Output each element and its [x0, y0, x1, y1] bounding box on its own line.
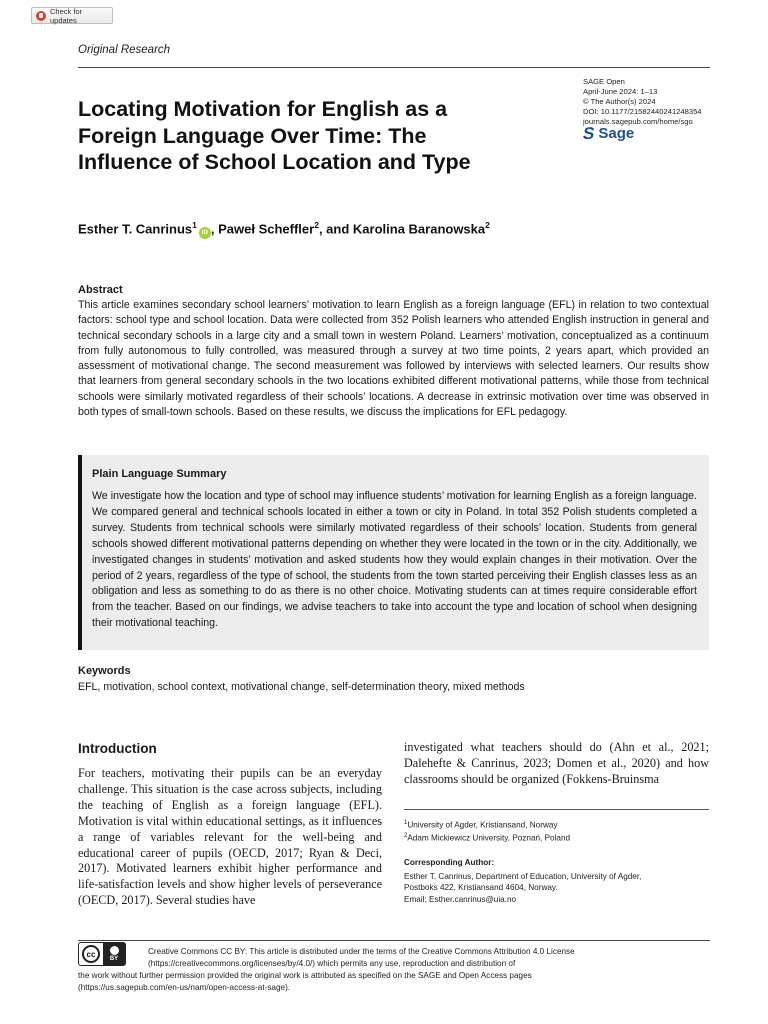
- section-label: Original Research: [78, 44, 171, 56]
- cc-icon: cc: [82, 945, 100, 963]
- person-icon: [110, 946, 119, 955]
- affiliation-text: Adam Mickiewicz University, Poznań, Poland: [407, 833, 571, 843]
- by-icon: [103, 943, 125, 965]
- affiliation-item: [404, 818, 570, 831]
- affiliations: [404, 818, 570, 844]
- footer-divider: [78, 940, 710, 941]
- author-list: [78, 220, 490, 239]
- author-1-name: Esther T. Canrinus: [78, 221, 193, 237]
- footnote-divider: [404, 809, 709, 810]
- corresponding-author-heading: Corresponding Author:: [404, 858, 495, 867]
- introduction-right-column: investigated what teachers should do (Ahn et al., 2021; Dalehefte & Canrinus, 2023; Domen et al., 2020) and how classrooms should be organized (Fokkens-Bruinsma: [404, 740, 709, 786]
- top-divider: [78, 67, 710, 68]
- journal-info: [581, 77, 702, 143]
- corresponding-author-line: Postboks 422, Kristiansand 4604, Norway.: [404, 883, 558, 893]
- check-for-updates-badge[interactable]: [31, 7, 113, 24]
- plain-language-summary-box: [78, 455, 709, 650]
- sage-logo-text: Sage: [598, 125, 635, 142]
- license-line: Creative Commons CC BY: This article is distributed under the terms of the Creative Commons Attribution 4.0 License: [148, 947, 575, 956]
- affiliation-number: 2: [404, 833, 408, 840]
- keywords-heading: Keywords: [78, 665, 131, 677]
- cc-by-logo[interactable]: [78, 942, 126, 966]
- introduction-heading: Introduction: [78, 741, 157, 756]
- author-2-name: Paweł Scheffler: [218, 221, 315, 237]
- affiliation-text: University of Agder, Kristiansand, Norway: [407, 820, 558, 830]
- bookmark-icon: [36, 11, 46, 21]
- license-link[interactable]: (https://creativecommons.org/licenses/by/4.0/) which permits any use, reproduction and distribution of: [148, 959, 516, 969]
- author-2-affiliation: 2: [314, 220, 319, 230]
- journal-doi[interactable]: DOI: 10.1177/21582440241248354: [583, 107, 702, 116]
- abstract-text: This article examines secondary school learners’ motivation to learn English as a foreign language (EFL) in relation to two contextual factors: school type and school location. Data were collected from 352 Polish learners who attended English instruction in general and technical secondary schools in a large city and a small town in western Poland. Learners’ motivation, conceptualized as a continuum from fully autonomous to fully controlled, was measured through a survey at two time points, 2 years apart, which provided an assessment of motivational change. The second measurement was followed by interviews with selected learners. Our results show that learners from general secondary schools in the two locations exhibited different motivational patterns, while those from technical schools were similarly motivated regardless of their schools’ locations. A decrease in extrinsic motivation over time was observed in both types of small-town schools. Based on these results, we discuss the implications for EFL pedagogy.: [78, 299, 709, 419]
- license-text-top: [148, 946, 708, 971]
- sage-logo: [581, 124, 702, 143]
- author-separator: ,: [210, 221, 219, 237]
- author-3-name: Karolina Baranowska: [352, 221, 486, 237]
- corresponding-author-line: Esther T. Canrinus, Department of Education, University of Agder,: [404, 871, 642, 881]
- license-text-bottom: [78, 970, 698, 995]
- corresponding-author: [404, 857, 641, 905]
- by-label: BY: [109, 956, 119, 962]
- author-3-affiliation: 2: [485, 220, 490, 230]
- journal-issue: April-June 2024: 1–13: [583, 87, 658, 96]
- check-for-updates-label: Check for updates: [50, 6, 83, 25]
- license-line: the work without further permission provided the original work is attributed as specified on the SAGE and Open Access pages: [78, 971, 532, 980]
- introduction-left-column: For teachers, motivating their pupils can be an everyday challenge. This situation is the case across subjects, including the teaching of English as a foreign language (EFL). Motivation is vital within educational settings, as it influences a range of variables relevant for the well-being and educational career of pupils (OECD, 2017; Ryan & Deci, 2017). Motivated learners exhibit higher performance and life-satisfaction levels and show higher levels of perseverance (OECD, 2017). Several studies have: [78, 766, 382, 908]
- orcid-icon[interactable]: iD: [199, 227, 211, 239]
- plain-language-summary-heading: Plain Language Summary: [92, 468, 227, 480]
- corresponding-author-email[interactable]: Email: Esther.canrinus@uia.no: [404, 894, 517, 904]
- affiliation-number: 1: [404, 820, 408, 826]
- journal-copyright: © The Author(s) 2024: [583, 97, 656, 106]
- keywords-text: EFL, motivation, school context, motivational change, self-determination theory, mixed methods: [78, 681, 525, 693]
- author-separator: , and: [318, 221, 353, 237]
- sage-s-icon: S: [581, 124, 597, 143]
- affiliation-item: [404, 831, 570, 844]
- license-link[interactable]: (https://us.sagepub.com/en-us/nam/open-access-at-sage).: [78, 983, 291, 993]
- journal-url[interactable]: journals.sagepub.com/home/sgo: [583, 117, 693, 126]
- journal-name: SAGE Open: [583, 77, 625, 86]
- plain-language-summary-text: We investigate how the location and type of school may influence students’ motivation for learning English as a foreign language. We compared general and technical schools located in either a town or city in Poland. In total 352 Polish students completed a survey. Students from technical schools were similarly motivated regardless of their schools’ location. Students from general schools showed different motivational patterns depending on whether they were located in the town or in the city. Additionally, we investigated changes in students’ motivation and asked students how they would explain changes in their motivation. Over the period of 2 years, regardless of the type of school, the students from the town started perceiving their English classes less as an obligation and less as something to do as there is no other choice. Motivating students can at times require considerable effort from the teacher. Based on our findings, we advise teachers to take into account the type and location of school when designing their motivational teaching.: [92, 490, 697, 630]
- article-title: Locating Motivation for English as a Foreign Language Over Time: The Influence of School Location and Type: [78, 97, 471, 174]
- abstract-heading: Abstract: [78, 284, 123, 296]
- author-1-affiliation: 1: [192, 220, 197, 230]
